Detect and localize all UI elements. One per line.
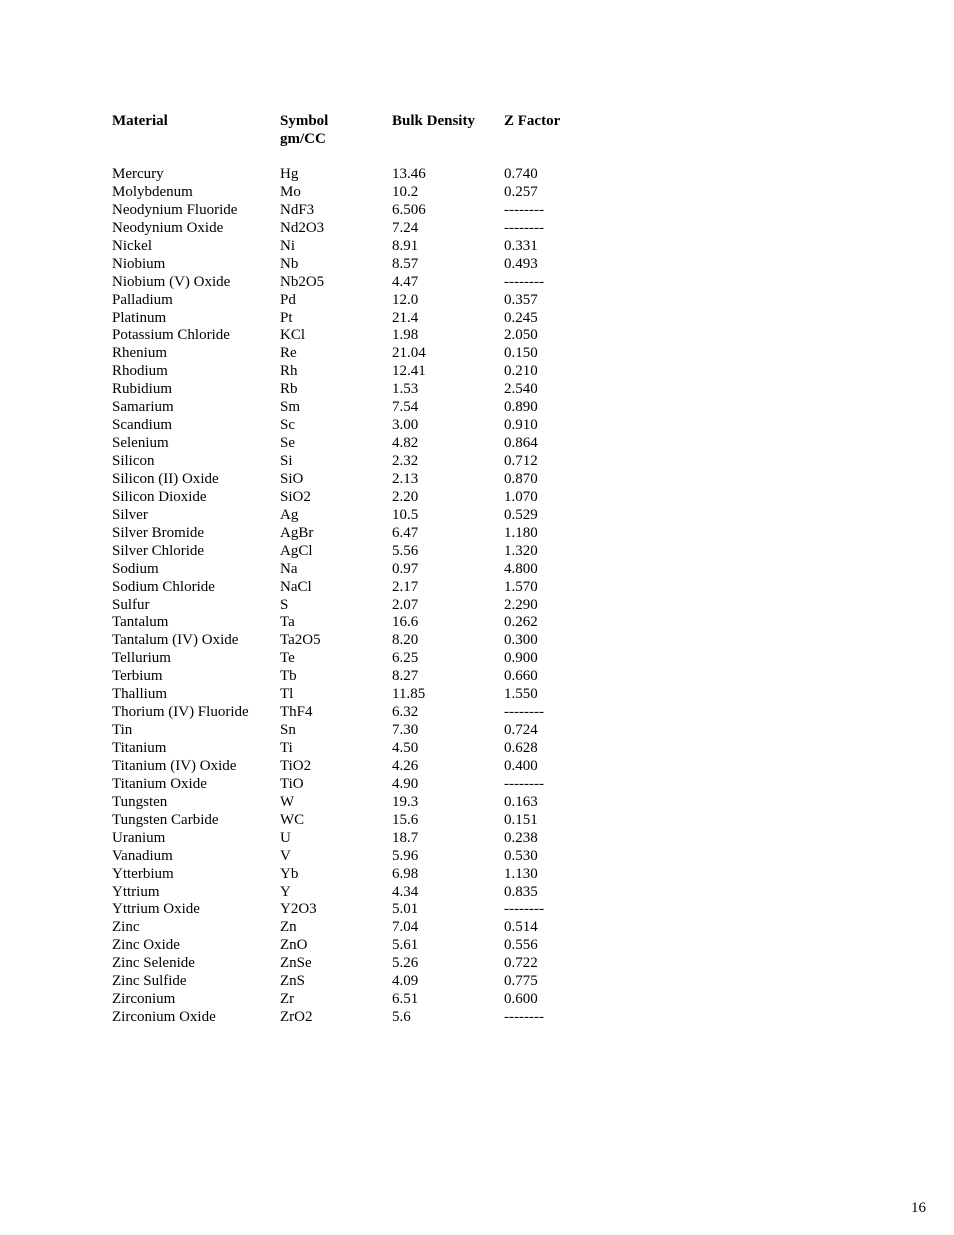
cell-material: Sodium Chloride (112, 578, 215, 595)
table-row (112, 740, 616, 758)
cell-z-factor: 0.151 (504, 811, 538, 828)
table-row (112, 991, 616, 1009)
cell-symbol: Nb2O5 (280, 273, 325, 290)
cell-z-factor: 0.724 (504, 722, 538, 739)
cell-symbol: ThF4 (280, 704, 313, 721)
cell-bulk-density: 8.20 (392, 632, 419, 649)
cell-symbol: Zr (280, 991, 295, 1008)
cell-material: Zirconium (112, 991, 176, 1008)
table-row (112, 597, 616, 615)
cell-bulk-density: 2.20 (392, 488, 419, 505)
table-row (112, 650, 616, 668)
cell-z-factor: 0.262 (504, 614, 538, 631)
table-row (112, 937, 616, 955)
cell-symbol: AgCl (280, 542, 313, 559)
table-header (112, 112, 616, 166)
cell-z-factor: 0.400 (504, 757, 538, 774)
cell-z-factor: 0.712 (504, 453, 538, 469)
table-row (112, 274, 616, 292)
cell-z-factor: 0.864 (504, 435, 538, 452)
cell-material: Silicon (II) Oxide (112, 470, 219, 487)
cell-z-factor: 0.722 (504, 955, 538, 972)
cell-z-factor: 0.556 (504, 937, 538, 954)
cell-material: Molybdenum (112, 183, 193, 200)
table-row (112, 704, 616, 722)
cell-material: Niobium (112, 255, 166, 272)
cell-bulk-density: 7.04 (392, 919, 419, 936)
cell-z-factor: 4.800 (504, 560, 538, 577)
cell-symbol: ZrO2 (280, 1009, 313, 1026)
cell-material: Zinc Selenide (112, 955, 195, 972)
cell-symbol: TiO2 (280, 757, 312, 774)
table-row (112, 614, 616, 632)
table-row (112, 381, 616, 399)
cell-material: Palladium (112, 291, 173, 308)
cell-symbol: Ag (280, 506, 299, 523)
cell-material: Sulfur (112, 596, 150, 613)
cell-z-factor: 0.238 (504, 829, 538, 846)
cell-symbol: ZnS (280, 973, 306, 990)
table-body (112, 166, 616, 1027)
cell-symbol: Zn (280, 919, 297, 936)
cell-material: Titanium (112, 740, 167, 756)
cell-material: Samarium (112, 399, 174, 416)
cell-bulk-density: 12.0 (392, 291, 419, 308)
table-row (112, 310, 616, 328)
table-row (112, 525, 616, 543)
table-row (112, 184, 616, 202)
cell-bulk-density: 2.13 (392, 470, 419, 487)
cell-symbol: WC (280, 811, 305, 828)
cell-bulk-density: 6.506 (392, 201, 426, 218)
cell-z-factor: 1.180 (504, 524, 538, 541)
cell-material: Rhodium (112, 363, 168, 380)
cell-bulk-density: 21.4 (392, 309, 419, 326)
table-row (112, 758, 616, 776)
cell-z-factor: -------- (504, 219, 544, 236)
cell-symbol: ZnSe (280, 955, 312, 972)
cell-material: Mercury (112, 166, 164, 182)
cell-z-factor: 0.660 (504, 668, 538, 685)
table-row (112, 830, 616, 848)
cell-symbol: Y2O3 (280, 901, 317, 918)
cell-symbol: NdF3 (280, 201, 315, 218)
cell-bulk-density: 16.6 (392, 614, 419, 631)
cell-symbol: AgBr (280, 524, 314, 541)
cell-material: Silver Chloride (112, 542, 205, 559)
cell-symbol: Nd2O3 (280, 219, 325, 236)
cell-z-factor: 1.130 (504, 865, 538, 882)
cell-z-factor: -------- (504, 775, 544, 792)
table-row (112, 686, 616, 704)
cell-bulk-density: 5.56 (392, 542, 419, 559)
table-row (112, 579, 616, 597)
cell-symbol: Ni (280, 237, 295, 254)
cell-bulk-density: 6.98 (392, 865, 419, 882)
cell-bulk-density: 19.3 (392, 793, 419, 810)
cell-bulk-density: 18.7 (392, 829, 419, 846)
cell-material: Tantalum (112, 614, 169, 631)
cell-material: Yttrium Oxide (112, 901, 200, 918)
table-row (112, 632, 616, 650)
cell-symbol: Rb (280, 381, 298, 398)
table-row (112, 471, 616, 489)
cell-symbol: Pt (280, 309, 293, 326)
cell-z-factor: 0.245 (504, 309, 538, 326)
cell-symbol: Tb (280, 668, 297, 685)
cell-symbol: Hg (280, 166, 299, 182)
cell-z-factor: 0.910 (504, 417, 538, 434)
cell-z-factor: -------- (504, 1009, 544, 1026)
cell-material: Silver (112, 506, 148, 523)
cell-symbol: Mo (280, 183, 301, 200)
cell-symbol: U (280, 829, 291, 846)
cell-bulk-density: 1.98 (392, 327, 419, 344)
header-units: gm/CC (280, 131, 326, 147)
cell-bulk-density: 0.97 (392, 560, 419, 577)
table-row (112, 794, 616, 812)
cell-z-factor: -------- (504, 273, 544, 290)
cell-bulk-density: 1.53 (392, 381, 419, 398)
cell-bulk-density: 5.61 (392, 937, 419, 954)
cell-material: Ytterbium (112, 865, 174, 882)
cell-material: Nickel (112, 237, 152, 254)
table-row (112, 327, 616, 345)
cell-z-factor: 0.835 (504, 883, 538, 900)
cell-bulk-density: 2.07 (392, 596, 419, 613)
cell-material: Rubidium (112, 381, 173, 398)
cell-material: Neodynium Oxide (112, 219, 224, 236)
cell-bulk-density: 4.09 (392, 973, 419, 990)
cell-symbol: SiO (280, 470, 304, 487)
cell-material: Silicon Dioxide (112, 488, 207, 505)
cell-material: Titanium Oxide (112, 775, 207, 792)
cell-bulk-density: 10.2 (392, 183, 419, 200)
cell-material: Thorium (IV) Fluoride (112, 704, 249, 721)
cell-material: Uranium (112, 829, 166, 846)
table-row (112, 399, 616, 417)
cell-symbol: Ta (280, 614, 295, 631)
cell-z-factor: -------- (504, 901, 544, 918)
cell-symbol: Sm (280, 399, 301, 416)
cell-material: Scandium (112, 417, 172, 434)
table-row (112, 722, 616, 740)
cell-material: Titanium (IV) Oxide (112, 757, 237, 774)
table-row (112, 901, 616, 919)
cell-bulk-density: 6.51 (392, 991, 419, 1008)
cell-material: Selenium (112, 435, 169, 452)
cell-bulk-density: 10.5 (392, 506, 419, 523)
table-row (112, 507, 616, 525)
cell-z-factor: -------- (504, 201, 544, 218)
cell-material: Tungsten (112, 793, 168, 810)
cell-symbol: SiO2 (280, 488, 311, 505)
cell-z-factor: -------- (504, 704, 544, 721)
cell-z-factor: 2.290 (504, 596, 538, 613)
cell-material: Potassium Chloride (112, 327, 230, 344)
cell-symbol: Nb (280, 255, 299, 272)
cell-symbol: Tl (280, 686, 294, 703)
header-bulk-density: Bulk Density (392, 113, 475, 129)
cell-z-factor: 0.514 (504, 919, 538, 936)
table-row (112, 202, 616, 220)
header-z-factor: Z Factor (504, 113, 561, 129)
cell-material: Yttrium (112, 883, 160, 900)
table-row (112, 543, 616, 561)
cell-bulk-density: 5.26 (392, 955, 419, 972)
cell-symbol: ZnO (280, 937, 308, 954)
cell-bulk-density: 4.50 (392, 740, 419, 756)
cell-bulk-density: 6.47 (392, 524, 419, 541)
cell-z-factor: 0.775 (504, 973, 538, 990)
cell-bulk-density: 4.26 (392, 757, 419, 774)
table-row (112, 256, 616, 274)
materials-table (112, 112, 616, 1027)
cell-z-factor: 0.870 (504, 470, 538, 487)
table-row (112, 848, 616, 866)
cell-z-factor: 0.900 (504, 650, 538, 667)
cell-symbol: S (280, 596, 289, 613)
cell-bulk-density: 11.85 (392, 686, 426, 703)
cell-bulk-density: 4.47 (392, 273, 419, 290)
table-row (112, 973, 616, 991)
table-row (112, 955, 616, 973)
cell-material: Tin (112, 722, 133, 739)
cell-symbol: Te (280, 650, 295, 667)
cell-z-factor: 0.210 (504, 363, 538, 380)
cell-material: Zirconium Oxide (112, 1009, 216, 1026)
cell-bulk-density: 2.32 (392, 453, 419, 469)
cell-material: Rhenium (112, 345, 167, 362)
cell-bulk-density: 6.32 (392, 704, 419, 721)
cell-material: Tungsten Carbide (112, 811, 219, 828)
cell-material: Neodynium Fluoride (112, 201, 238, 218)
table-row (112, 812, 616, 830)
cell-symbol: Si (280, 453, 293, 469)
cell-bulk-density: 12.41 (392, 363, 426, 380)
cell-z-factor: 1.570 (504, 578, 538, 595)
cell-symbol: Pd (280, 291, 296, 308)
cell-z-factor: 0.493 (504, 255, 538, 272)
cell-bulk-density: 5.96 (392, 847, 419, 864)
page-number: 16 (911, 1200, 926, 1216)
cell-bulk-density: 4.90 (392, 775, 419, 792)
cell-material: Terbium (112, 668, 163, 685)
cell-z-factor: 0.163 (504, 793, 538, 810)
cell-z-factor: 0.150 (504, 345, 538, 362)
cell-bulk-density: 5.6 (392, 1009, 411, 1026)
cell-symbol: TiO (280, 775, 304, 792)
cell-symbol: Sc (280, 417, 295, 434)
cell-z-factor: 1.320 (504, 542, 538, 559)
cell-z-factor: 0.257 (504, 183, 538, 200)
cell-z-factor: 0.530 (504, 847, 538, 864)
cell-bulk-density: 8.91 (392, 237, 419, 254)
cell-symbol: Ta2O5 (280, 632, 321, 649)
table-row (112, 561, 616, 579)
cell-symbol: Rh (280, 363, 298, 380)
cell-z-factor: 1.550 (504, 686, 538, 703)
cell-symbol: Ti (280, 740, 293, 756)
header-symbol-label: Symbol (280, 113, 329, 129)
table-row (112, 668, 616, 686)
cell-z-factor: 0.600 (504, 991, 538, 1008)
cell-symbol: W (280, 793, 295, 810)
cell-material: Zinc (112, 919, 140, 936)
cell-z-factor: 0.890 (504, 399, 538, 416)
table-row (112, 363, 616, 381)
cell-z-factor: 0.628 (504, 740, 538, 756)
cell-material: Niobium (V) Oxide (112, 273, 231, 290)
cell-symbol: V (280, 847, 291, 864)
cell-bulk-density: 4.82 (392, 435, 419, 452)
cell-symbol: Yb (280, 865, 299, 882)
cell-symbol: Sn (280, 722, 296, 739)
cell-bulk-density: 3.00 (392, 417, 419, 434)
cell-material: Tellurium (112, 650, 171, 667)
cell-bulk-density: 15.6 (392, 811, 419, 828)
table-row (112, 1009, 616, 1027)
cell-material: Silicon (112, 453, 155, 469)
cell-material: Zinc Oxide (112, 937, 180, 954)
cell-z-factor: 0.331 (504, 237, 538, 254)
cell-material: Sodium (112, 560, 159, 577)
cell-material: Platinum (112, 309, 167, 326)
cell-z-factor: 0.300 (504, 632, 538, 649)
cell-bulk-density: 4.34 (392, 883, 419, 900)
cell-bulk-density: 7.24 (392, 219, 419, 236)
table-row (112, 435, 616, 453)
table-row (112, 292, 616, 310)
cell-symbol: Na (280, 560, 298, 577)
cell-bulk-density: 5.01 (392, 901, 419, 918)
cell-symbol: Y (280, 883, 291, 900)
table-row (112, 238, 616, 256)
cell-bulk-density: 6.25 (392, 650, 419, 667)
cell-z-factor: 2.050 (504, 327, 538, 344)
table-row (112, 166, 616, 184)
table-row (112, 453, 616, 471)
cell-z-factor: 0.740 (504, 166, 538, 182)
cell-material: Silver Bromide (112, 524, 205, 541)
cell-z-factor: 0.357 (504, 291, 538, 308)
header-material: Material (112, 113, 168, 129)
cell-material: Vanadium (112, 847, 173, 864)
table-row (112, 417, 616, 435)
cell-symbol: Re (280, 345, 297, 362)
cell-symbol: Se (280, 435, 295, 452)
cell-z-factor: 1.070 (504, 488, 538, 505)
cell-bulk-density: 21.04 (392, 345, 426, 362)
cell-bulk-density: 8.57 (392, 255, 419, 272)
cell-bulk-density: 7.30 (392, 722, 419, 739)
table-row (112, 776, 616, 794)
cell-bulk-density: 7.54 (392, 399, 419, 416)
cell-z-factor: 2.540 (504, 381, 538, 398)
cell-material: Thallium (112, 686, 167, 703)
table-row (112, 489, 616, 507)
cell-material: Tantalum (IV) Oxide (112, 632, 239, 649)
cell-symbol: NaCl (280, 578, 312, 595)
table-row (112, 345, 616, 363)
cell-z-factor: 0.529 (504, 506, 538, 523)
cell-bulk-density: 2.17 (392, 578, 419, 595)
table-row (112, 919, 616, 937)
table-row (112, 884, 616, 902)
cell-bulk-density: 8.27 (392, 668, 419, 685)
cell-material: Zinc Sulfide (112, 973, 187, 990)
header-symbol (280, 112, 392, 166)
table-row (112, 866, 616, 884)
table-row (112, 220, 616, 238)
cell-symbol: KCl (280, 327, 306, 344)
cell-bulk-density: 13.46 (392, 166, 426, 182)
